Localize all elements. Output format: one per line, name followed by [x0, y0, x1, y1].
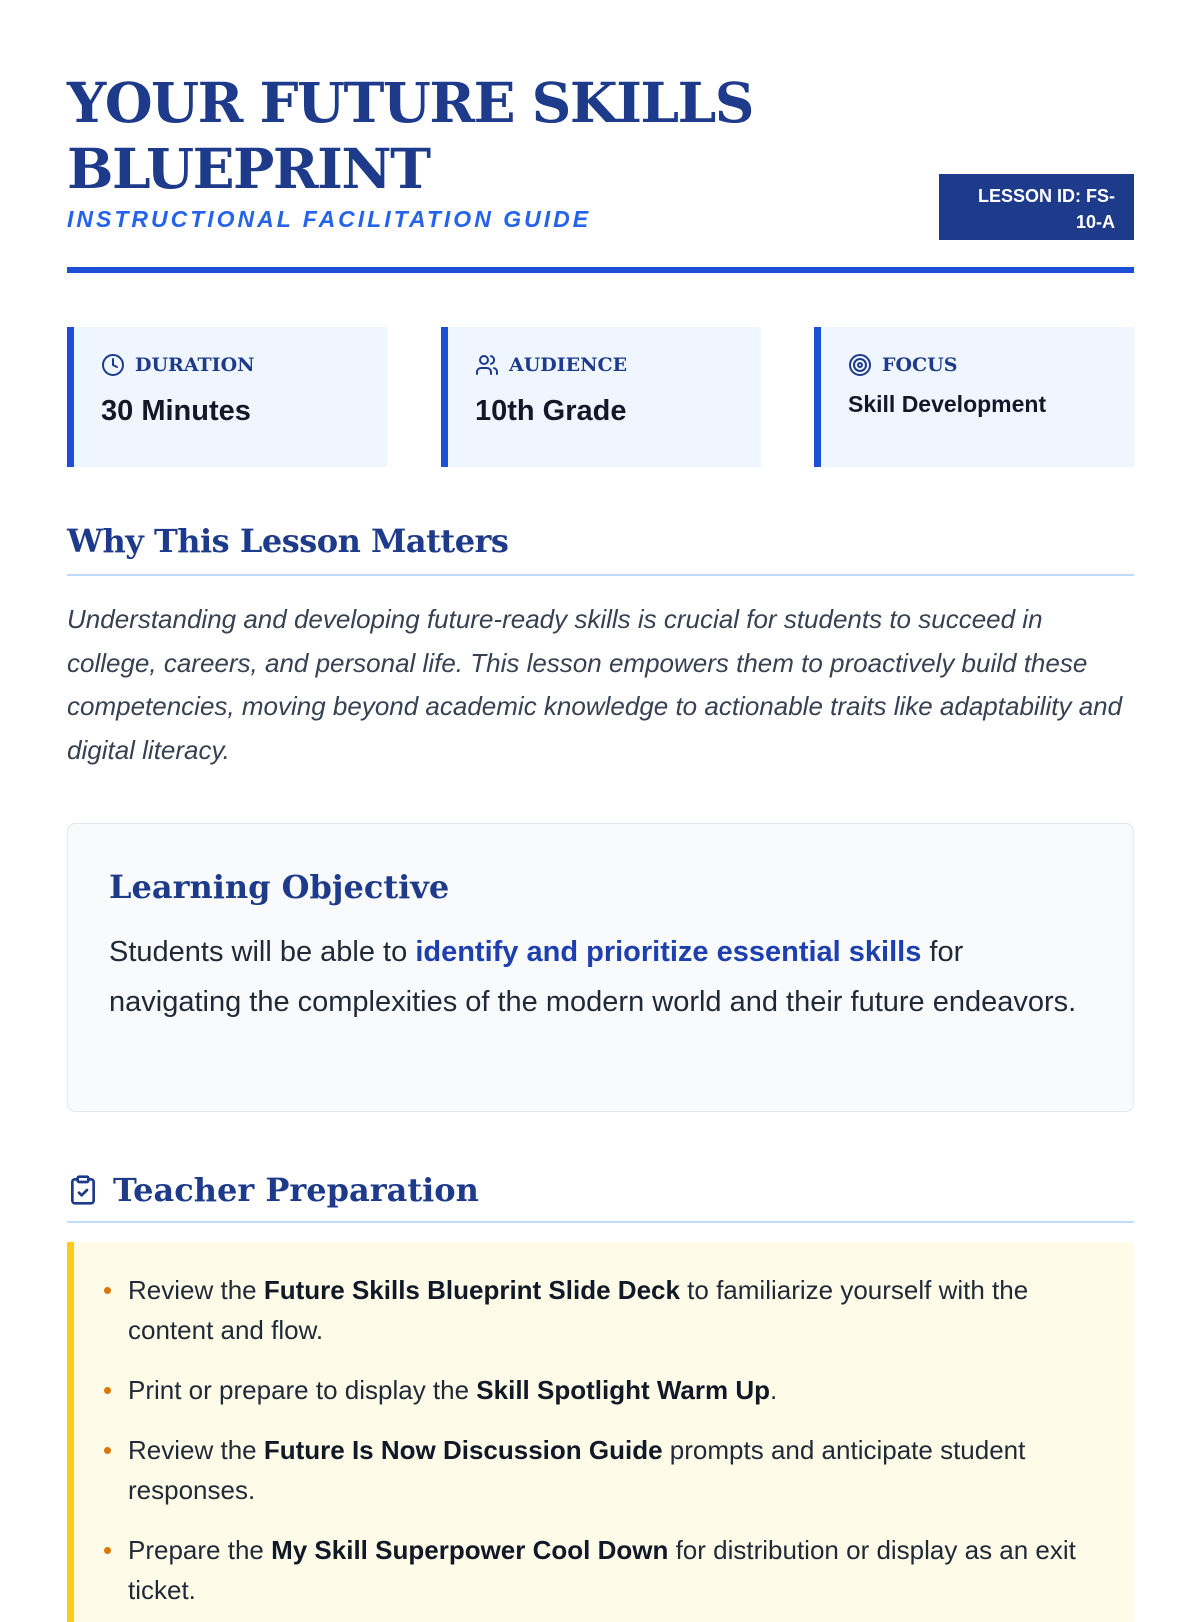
card-value: 30 Minutes	[101, 395, 251, 427]
duration-card	[67, 327, 387, 467]
card-header	[475, 353, 761, 377]
lesson-id-line-1: LESSON ID: FS-	[977, 186, 1115, 206]
clock-icon	[101, 353, 125, 377]
list-item	[128, 1530, 1104, 1610]
audience-card	[441, 327, 761, 467]
item-bold: Skill Spotlight Warm Up	[476, 1375, 771, 1405]
objective-text	[109, 927, 1089, 1027]
why-section-title: Why This Lesson Matters	[67, 522, 509, 560]
item-text: Review the	[128, 1275, 264, 1305]
item-bold: Future Is Now Discussion Guide	[263, 1435, 663, 1465]
item-text: Prepare the	[128, 1535, 272, 1565]
prep-callout	[67, 1242, 1134, 1622]
item-text: Review the	[128, 1435, 264, 1465]
objective-text-pre: Students will be able to	[109, 936, 416, 968]
card-value: 10th Grade	[475, 395, 627, 427]
card-label: DURATION	[135, 354, 255, 376]
page-subtitle: INSTRUCTIONAL FACILITATION GUIDE	[67, 206, 592, 232]
list-item	[128, 1370, 1104, 1410]
header-divider	[67, 267, 1134, 273]
list-item	[128, 1430, 1104, 1510]
item-text: Print or prepare to display the	[128, 1375, 477, 1405]
list-item	[128, 1270, 1104, 1350]
lesson-id-line-2: 10-A	[1075, 212, 1115, 232]
users-icon	[475, 353, 499, 377]
why-section-divider	[67, 574, 1134, 576]
objective-text-post: for navigating the complexities of the modern world and their future endeavors.	[109, 936, 1077, 1018]
objective-highlight: identify and prioritize essential skills	[415, 936, 922, 968]
prep-section-header	[67, 1171, 479, 1209]
prep-list	[74, 1242, 1134, 1610]
item-text: to familiarize yourself with the content and flow.	[128, 1275, 1029, 1345]
lesson-id-badge	[939, 174, 1134, 240]
header	[67, 70, 1134, 233]
item-text: for distribution or display as an exit ticket.	[128, 1535, 1076, 1605]
card-header	[101, 353, 387, 377]
card-value: Skill Development	[848, 391, 1047, 417]
item-bold: My Skill Superpower Cool Down	[271, 1535, 669, 1565]
prep-section-title: Teacher Preparation	[113, 1171, 479, 1209]
card-label: FOCUS	[882, 354, 958, 376]
title-line-2: BLUEPRINT	[67, 136, 430, 201]
objective-title: Learning Objective	[109, 868, 450, 906]
focus-card	[814, 327, 1134, 467]
prep-section-divider	[67, 1221, 1134, 1223]
title-line-1: YOUR FUTURE SKILLS	[67, 70, 753, 135]
target-icon	[848, 353, 872, 377]
why-section-text: Understanding and developing future-ready skills is crucial for students to succeed in college, careers, and personal life. This lesson empowers them to proactively build these competencies, moving beyond academic knowledge to actionable traits like adaptability and digital literacy.	[67, 604, 1123, 765]
learning-objective-box	[67, 823, 1134, 1112]
item-bold: Future Skills Blueprint Slide Deck	[263, 1275, 680, 1305]
card-label: AUDIENCE	[509, 354, 628, 376]
item-text: .	[770, 1375, 778, 1405]
clipboard-check-icon	[67, 1174, 99, 1206]
card-header	[848, 353, 1134, 377]
item-text: prompts and anticipate student responses.	[128, 1435, 1026, 1505]
